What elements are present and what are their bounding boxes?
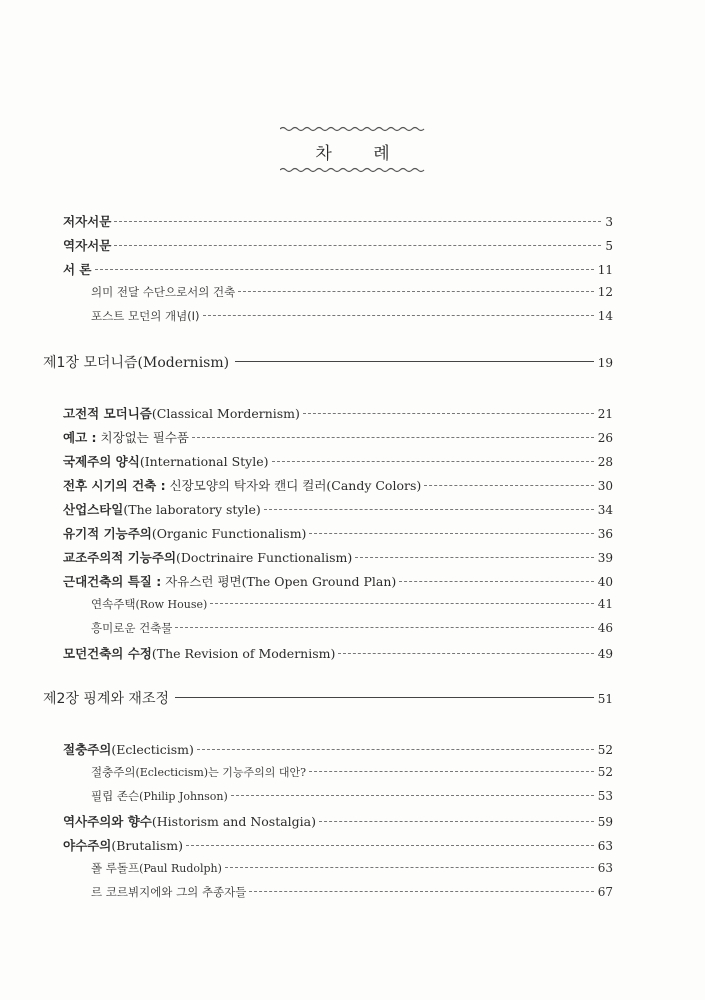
toc-entry-title-sub: (The Revision of Modernism) [151, 646, 336, 661]
toc-page-number: 14 [597, 309, 613, 323]
toc-entry-title-main: 의미 전달 수단으로서의 건축 [91, 285, 236, 299]
toc-entry-title-sub: (Eclecticism) [111, 742, 194, 757]
toc-entry [63, 572, 613, 590]
toc-page-number: 39 [597, 551, 613, 565]
toc-page-number: 40 [597, 575, 613, 589]
toc-entry-title-main: 유기적 기능주의 [63, 526, 152, 541]
toc-entry [91, 860, 613, 876]
toc-entry-title-main: 제1장 모더니즘 [43, 355, 138, 371]
toc-entry [63, 812, 613, 830]
toc-entry-title-sub: (Classical Mordernism) [151, 406, 300, 421]
toc-entry-title-main: 필립 존슨 [91, 789, 140, 803]
toc-page-number: 67 [597, 885, 613, 899]
toc-entry-title-main: 흥미로운 건축물 [91, 621, 173, 635]
toc-entry-title-sub: 치장없는 필수품 [96, 430, 189, 445]
dot-leader [309, 771, 594, 772]
toc-entry [63, 524, 613, 542]
toc-entry-title [63, 476, 421, 494]
toc-page-number: 46 [597, 621, 613, 635]
toc-entry [91, 620, 613, 636]
toc-entry-title-main: 모던건축의 수정 [63, 646, 152, 661]
toc-entry-title-main: 르 코르뷔지에와 그의 추종자들 [91, 885, 247, 899]
toc-page-number: 21 [597, 407, 613, 421]
toc-entry-title-main: 역사주의와 향수 [63, 814, 152, 829]
wavy-rule-top [280, 125, 426, 133]
toc-entry-title-main: 교조주의적 기능주의 [63, 550, 177, 565]
toc-entry-title-main: 산업스타일 [63, 502, 124, 517]
toc-entry-title-main: 야수주의 [63, 838, 112, 853]
toc-entry-title [43, 352, 229, 372]
toc-entry-title-sub: (Organic Functionalism) [151, 526, 307, 541]
dot-leader [399, 581, 593, 582]
toc-entry [91, 308, 613, 324]
toc-entry-title [63, 428, 189, 446]
toc-entry-title-main: 전후 시기의 건축 : [63, 478, 166, 493]
dot-leader [186, 845, 594, 846]
toc-entry-title-sub: (The laboratory style) [123, 502, 261, 517]
toc-entry [91, 788, 613, 804]
toc-entry-title-main: 역자서문 [63, 238, 112, 253]
toc-entry [91, 764, 613, 780]
dot-leader [192, 437, 594, 438]
toc-page-number: 51 [597, 692, 613, 706]
toc-page-number: 63 [597, 839, 613, 853]
toc-entry-title [63, 212, 111, 230]
dot-leader [114, 245, 601, 246]
dot-leader [235, 361, 594, 362]
toc-entry-title [63, 836, 183, 854]
toc-page-number: 49 [597, 647, 613, 661]
toc-entry-title-main: 서 론 [63, 262, 92, 277]
dot-leader [264, 509, 594, 510]
toc-page-number: 30 [597, 479, 613, 493]
toc-entry-title-sub: 신장모양의 탁자와 캔디 컬러(Candy Colors) [165, 478, 422, 493]
toc-entry-title-sub: (International Style) [139, 454, 269, 469]
dot-leader [225, 867, 594, 868]
toc-entry [63, 500, 613, 518]
toc-entry-title [63, 644, 335, 662]
dot-leader [355, 557, 593, 558]
toc-entry-title [91, 764, 306, 780]
toc-entry-title [91, 860, 222, 876]
toc-page-number: 11 [597, 263, 613, 277]
toc-entry-title [91, 308, 200, 324]
toc-entry [63, 260, 613, 278]
toc-entry-title [63, 740, 194, 758]
toc-entry-title-sub: (Doctrinaire Functionalism) [176, 550, 353, 565]
toc-page-number: 36 [597, 527, 613, 541]
toc-entry-title-main: 저자서문 [63, 214, 112, 229]
toc-entry-title [91, 620, 172, 636]
toc-page-number: 52 [597, 743, 613, 757]
toc-entry-title-main: 근대건축의 특질 : [63, 574, 162, 589]
toc-entry-title [91, 788, 228, 804]
toc-entry [91, 884, 613, 900]
toc-entry-title-sub: (Brutalism) [111, 838, 184, 853]
toc-entry-title-sub: (Philip Johnson) [139, 790, 228, 803]
toc-page-number: 3 [605, 215, 613, 229]
toc-entry-title-main: 연속주택 [91, 597, 136, 611]
toc-entry-title [63, 236, 111, 254]
toc-page-number: 52 [597, 765, 613, 779]
dot-leader [175, 627, 593, 628]
toc-entry-title-sub: (Eclecticism)는 기능주의의 대안? [135, 766, 306, 779]
dot-leader [210, 603, 593, 604]
toc-entry-title [63, 452, 269, 470]
toc-entry-title-main: 고전적 모더니즘 [63, 406, 152, 421]
toc-entry [63, 548, 613, 566]
toc-entry-title-sub: (Historism and Nostalgia) [151, 814, 317, 829]
toc-entry-title-main: 폴 루돌프 [91, 861, 140, 875]
toc-page-number: 34 [597, 503, 613, 517]
toc-page-number: 19 [597, 356, 613, 370]
toc-page-number: 63 [597, 861, 613, 875]
toc-page-number: 12 [597, 285, 613, 299]
toc-entry-title [91, 884, 246, 900]
toc-entry-title-main: 포스트 모던의 개념(Ⅰ) [91, 309, 200, 323]
dot-leader [175, 697, 594, 698]
toc-entry-title-main: 절충주의 [63, 742, 112, 757]
toc-entry-title [91, 596, 207, 612]
dot-leader [338, 653, 593, 654]
toc-entry-title-main: 예고 : [63, 430, 97, 445]
dot-leader [197, 749, 594, 750]
dot-leader [319, 821, 594, 822]
toc-entry [63, 236, 613, 254]
toc-entry [63, 212, 613, 230]
wavy-rule-bottom [280, 166, 426, 174]
toc-heading [0, 125, 705, 174]
toc-entry [63, 644, 613, 662]
toc-page-number: 41 [597, 597, 613, 611]
toc-entry-title [63, 812, 316, 830]
dot-leader [231, 795, 594, 796]
toc-entry [63, 452, 613, 470]
dot-leader [272, 461, 594, 462]
dot-leader [95, 269, 594, 270]
toc-entry-title [43, 688, 169, 708]
toc-entry [63, 404, 613, 422]
dot-leader [249, 891, 593, 892]
dot-leader [238, 291, 593, 292]
toc-entry-title [63, 524, 306, 542]
toc-entry [63, 740, 613, 758]
toc-chapter [43, 352, 613, 372]
toc-page-number: 59 [597, 815, 613, 829]
toc-entry-title-sub: (Paul Rudolph) [139, 862, 222, 875]
toc-entry [91, 596, 613, 612]
dot-leader [303, 413, 594, 414]
toc-entry-title-main: 제2장 핑계와 재조정 [43, 691, 169, 707]
page-title: 차 례 [315, 144, 408, 164]
toc-entry-title [63, 500, 261, 518]
toc-entry-title-main: 국제주의 양식 [63, 454, 140, 469]
toc-entry-title-sub: 자유스런 평면(The Open Ground Plan) [161, 574, 397, 589]
toc-entry-title [91, 284, 235, 300]
toc-page-number: 53 [597, 789, 613, 803]
dot-leader [424, 485, 593, 486]
toc-entry-title-sub: (Modernism) [137, 355, 230, 371]
toc-entry-title-sub: (Row House) [135, 598, 208, 611]
toc-entry-title [63, 260, 92, 278]
toc-page-number: 26 [597, 431, 613, 445]
toc-entry-title [63, 572, 396, 590]
toc-entry [91, 284, 613, 300]
toc-entry-title [63, 404, 300, 422]
toc-entry [63, 836, 613, 854]
dot-leader [203, 315, 594, 316]
toc-entry-title [63, 548, 352, 566]
toc-entry [63, 476, 613, 494]
toc-page-number: 5 [605, 239, 613, 253]
toc-entry-title-main: 절충주의 [91, 765, 136, 779]
dot-leader [309, 533, 593, 534]
dot-leader [114, 221, 601, 222]
toc-page-number: 28 [597, 455, 613, 469]
toc-entry [63, 428, 613, 446]
toc-chapter [43, 688, 613, 708]
